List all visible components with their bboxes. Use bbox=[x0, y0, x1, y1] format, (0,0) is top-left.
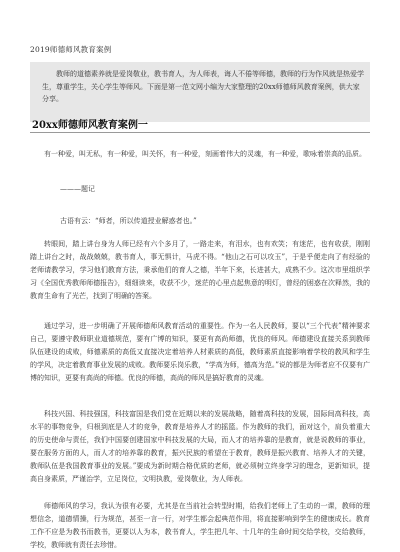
paragraph-3: 通过学习，进一步明确了开展师德师风教育活动的重要性。作为一名人民教师，要以“三个代表”精神要求自己，要遵守教师职业道德规范，要有广博的知识，要更有高尚师德，优良的师风。师德建设直接关系到教师队伍建设的成败，师德素质的高低又直接决定着培养人材素质的高低，教师素质直接影响着学校的教风和学生的学风，决定着教育事业发展的成败。教师要乐岗乐教，“学高为师，德高为范。”说的都是为师者应不仅要有广博的知识，更要有高尚的师德。优良的师德，高尚的师风是搞好教育的灵魂。 bbox=[30, 322, 370, 382]
quote-line: 古语有云：“师者，所以传道授业解惑者也。” bbox=[60, 217, 197, 225]
paragraph-1: 有一种爱，叫无私，有一种爱，叫关怀，有一种爱，刻画着伟大的灵魂，有一种爱，歌咏着崇高的品质。 bbox=[44, 150, 366, 158]
paragraph-2: 转眼间，踏上讲台身为人师已经有六个多月了，一路走来，有泪水，也有欢笑；有迷茫，也有收获，刚刚踏上讲台之时，战战兢兢，教书育人，事无惧计，马虎不得。“他山之石可以攻玉”，于是乎便走向了有经验的老师请教学习，学习他们教育方法，秉承他们的育人之德，半年下来，长进甚大，成熟不少。这次市里组织学习《全国优秀教师师德报告》，细细读来，收获不少，迷茫的心里点起焦意的明灯，曾经的困惑在次释然，我的教育生命有了光芒，找到了明确的答案。 bbox=[30, 240, 370, 300]
paragraph-4: 科技兴国、科技强国，科技富国是我们党在近期以来的发展战略，随着高科技的发展，国际间高科技，高水平的事物竞争，归根到底是人才的竞争，教育是培养人才的摇篮。作为教师的我们，面对这个，肩负着重大的历史使命与责任，我们中国要创建国家中科技发展的大局，而人才的培养靠的是教育，就是说教师的事业，要在服务方面的人，而人才的培养靠的教育，振兴民族的希望在于教育，教师是振兴教育、培养人才的关键，教师队伍是我国教育事业的发展。”要成为新时期合格优质的老师，就必须树立终身学习的理念，更新知识，提高自身素质，严谨治学，立足岗位，文明执教，爱岗敬业，为人师表。 bbox=[30, 410, 370, 483]
section-heading bbox=[30, 114, 370, 133]
paragraph-5: 师德师风的学习，我认为很有必要，尤其是在当前社会转型时期，给我们老师上了生动的一课，教师的理想信念，道德情操，行为规范，甚至一言一行，对学生都会起典范作用，将直接影响到学生的健康成长。教育工作不应是为教书而教书，更要以人为本，教书育人，学生把几年、十几年的生命时间交给学校，交给教师，学校，教师就有责任去珍惜。 bbox=[30, 502, 370, 549]
document-title: 2019师德师风教育案例 bbox=[30, 45, 112, 54]
intro-paragraph: 教师的道德素养就是爱岗敬业，教书育人，为人师表，诲人不倦等师德，教师的行为作风就是热爱学生，尊重学生，关心学生等师风。下面是第一范文网小编为大家整理的20xx师德师风教育案例，供大家分享。 bbox=[42, 70, 364, 103]
signature: ———题记 bbox=[60, 185, 95, 193]
section-title: 20xx师德师风教育案例一 bbox=[32, 120, 148, 131]
